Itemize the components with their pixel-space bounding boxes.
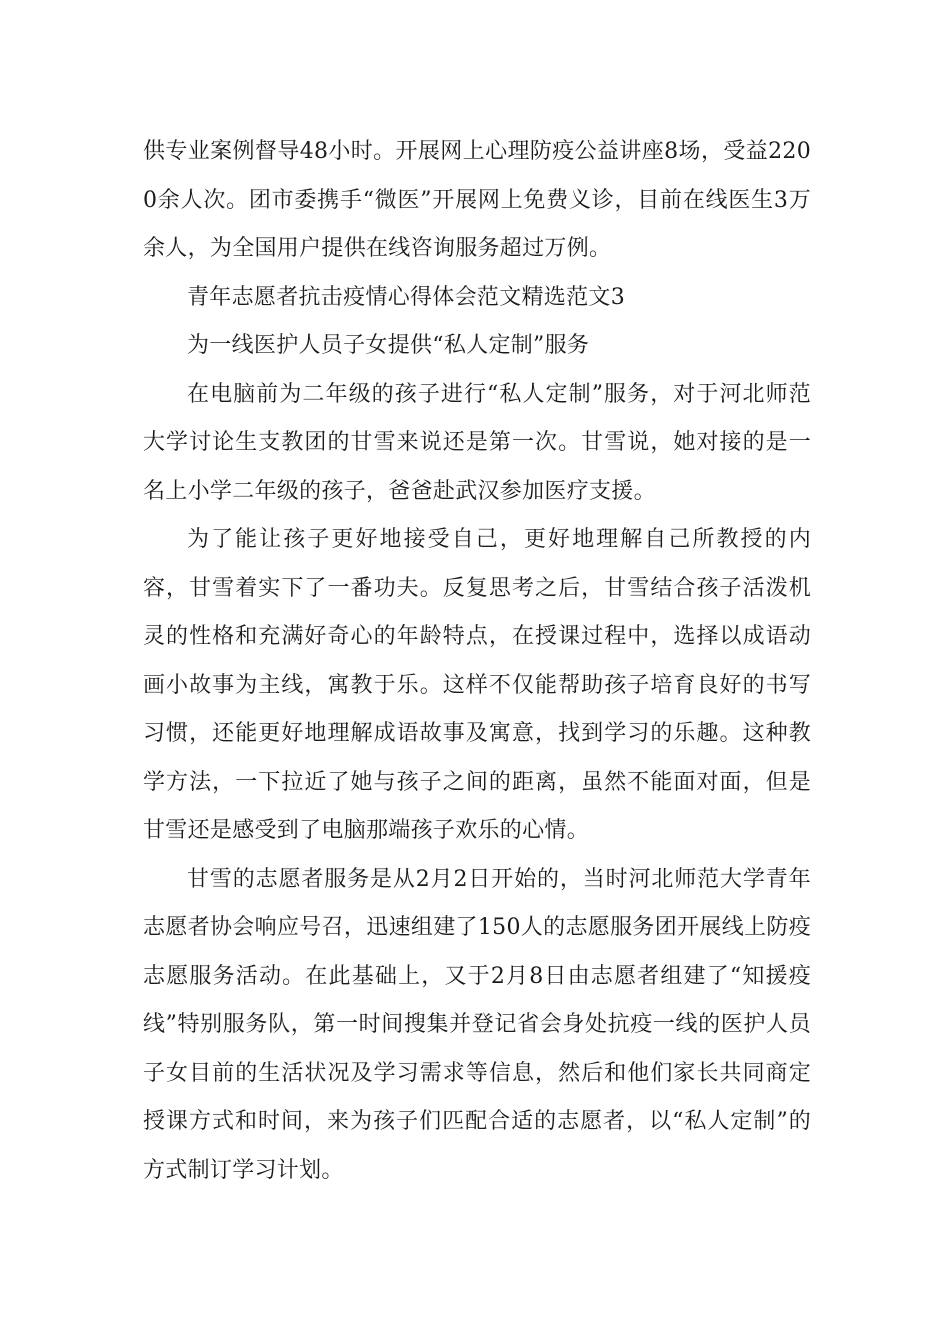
paragraph: 甘雪的志愿者服务是从2月2日开始的，当时河北师范大学青年志愿者协会响应号召，迅速组建了150人的志愿服务团开展线上防疫志愿服务活动。在此基础上，又于2月8日由志愿者组建了“知援疫线”特别服务队，第一时间搜集并登记省会身处抗疫一线的医护人员子女目前的生活状况及学习需求等信息，然后和他们家长共同商定授课方式和时间，来为孩子们匹配合适的志愿者，以“私人定制”的方式制订学习计划。 bbox=[143, 866, 811, 1183]
paragraph: 为了能让孩子更好地接受自己，更好地理解自己所教授的内容，甘雪着实下了一番功夫。反复思考之后，甘雪结合孩子活泼机灵的性格和充满好奇心的年龄特点，在授课过程中，选择以成语动画小故事为主线，寓教于乐。这样不仅能帮助孩子培育良好的书写习惯，还能更好地理解成语故事及寓意，找到学习的乐趣。这种教学方法，一下拉近了她与孩子之间的距离，虽然不能面对面，但是甘雪还是感受到了电脑那端孩子欢乐的心情。 bbox=[143, 527, 811, 843]
paragraph: 在电脑前为二年级的孩子进行“私人定制”服务，对于河北师范大学讨论生支教团的甘雪来说还是第一次。甘雪说，她对接的是一名上小学二年级的孩子，爸爸赴武汉参加医疗支援。 bbox=[143, 381, 811, 504]
section-title: 青年志愿者抗击疫情心得体会范文精选范文3 bbox=[187, 284, 625, 310]
section-subtitle: 为一线医护人员子女提供“私人定制”服务 bbox=[187, 333, 590, 358]
paragraph-continued: 供专业案例督导48小时。开展网上心理防疫公益讲座8场，受益2200余人次。团市委携手“微医”开展网上免费义诊，目前在线医生3万余人，为全国用户提供在线咨询服务超过万例。 bbox=[143, 139, 811, 261]
document-body bbox=[143, 128, 811, 1195]
